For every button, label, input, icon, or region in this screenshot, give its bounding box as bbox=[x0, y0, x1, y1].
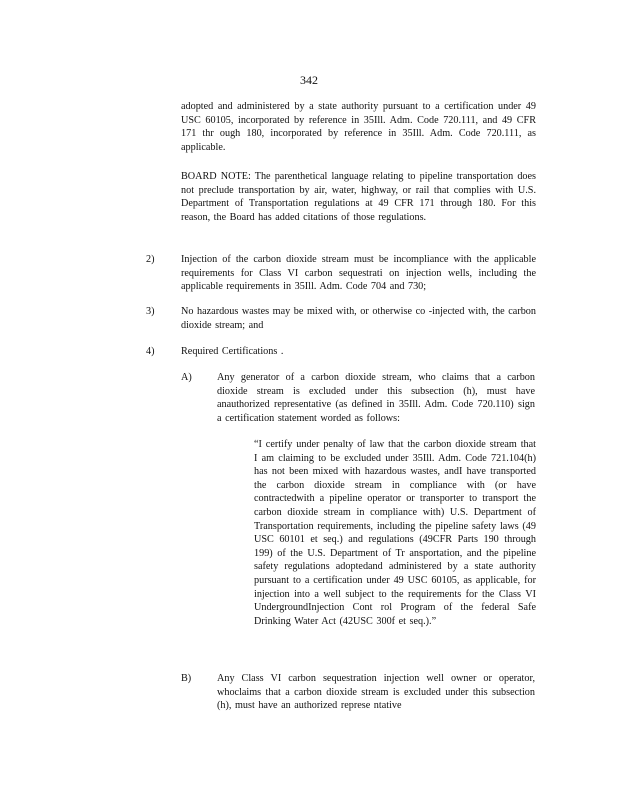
item-A-number: A) bbox=[181, 372, 192, 383]
item-3 bbox=[181, 305, 536, 332]
item-A bbox=[217, 371, 535, 425]
item-4-number: 4) bbox=[146, 346, 155, 357]
item-B-text: Any Class VI carbon sequestration injection well owner or operator, whoclaims that a carbon dioxide stream is excluded under this subsection (h), must have an authorized represe ntative bbox=[217, 673, 535, 712]
item-3-text: No hazardous wastes may be mixed with, or otherwise co -injected with, the carbon dioxide stream; and bbox=[181, 306, 536, 331]
certification-quote bbox=[254, 438, 536, 628]
item-3-number: 3) bbox=[146, 306, 155, 317]
item-A-text: Any generator of a carbon dioxide stream, who claims that a carbon dioxide stream is excluded under this subsection (h), must have anauthorized representative (as defined in 35Ill. Adm. Code 720.110) sign a certification statement worded as follows: bbox=[217, 372, 535, 424]
item-4 bbox=[181, 345, 536, 359]
board-note-text: BOARD NOTE: The parenthetical language relating to pipeline transportation does not preclude transportation by air, water, highway, or rail that complies with U.S. Department of Transportation regulations at 49 CFR 171 through 180. For this reason, the Board has added citations of those regulations. bbox=[181, 171, 536, 223]
item-B-number: B) bbox=[181, 673, 192, 684]
item-2-number: 2) bbox=[146, 254, 155, 265]
top-paragraph-text: adopted and administered by a state authority pursuant to a certification under 49 USC 60105, incorporated by reference in 35Ill. Adm. Code 720.111, and 49 CFR 171 thr ough 180, incorporated by reference in 35Ill. Adm. Code 720.111, as applicable. bbox=[181, 101, 536, 153]
item-2 bbox=[181, 253, 536, 294]
certification-quote-text: “I certify under penalty of law that the carbon dioxide stream that I am claiming to be excluded under 35Ill. Adm. Code 721.104(h) has not been mixed with hazardous wastes, andI have transported the carbon dioxide stream in compliance with (or have contractedwith a pipeline operator or transporter to transport the carbon dioxide stream in compliance with) U.S. Department of Transportation requirements, including the pipeline safety laws (49 USC 60101 et seq.) and regulations (49CFR Parts 190 through 199) of the U.S. Department of Tr ansportation, and the pipeline safety regulations adoptedand administered by a state authority pursuant to a certification under 49 USC 60105, as applicable, for injection into a well subject to the requirements for the Class VI UndergroundInjection Cont rol Program of the federal Safe Drinking Water Act (42USC 300f et seq.).” bbox=[254, 439, 536, 627]
page-number: 342 bbox=[300, 73, 318, 87]
item-2-text: Injection of the carbon dioxide stream must be incompliance with the applicable requirements for Class VI carbon sequestrati on injection wells, including the applicable requirements in 35Ill. Adm. Code 704 and 730; bbox=[181, 254, 536, 293]
paragraph-top bbox=[181, 100, 536, 154]
item-4-text: Required Certifications . bbox=[181, 346, 284, 357]
board-note bbox=[181, 170, 536, 224]
item-B bbox=[217, 672, 535, 713]
